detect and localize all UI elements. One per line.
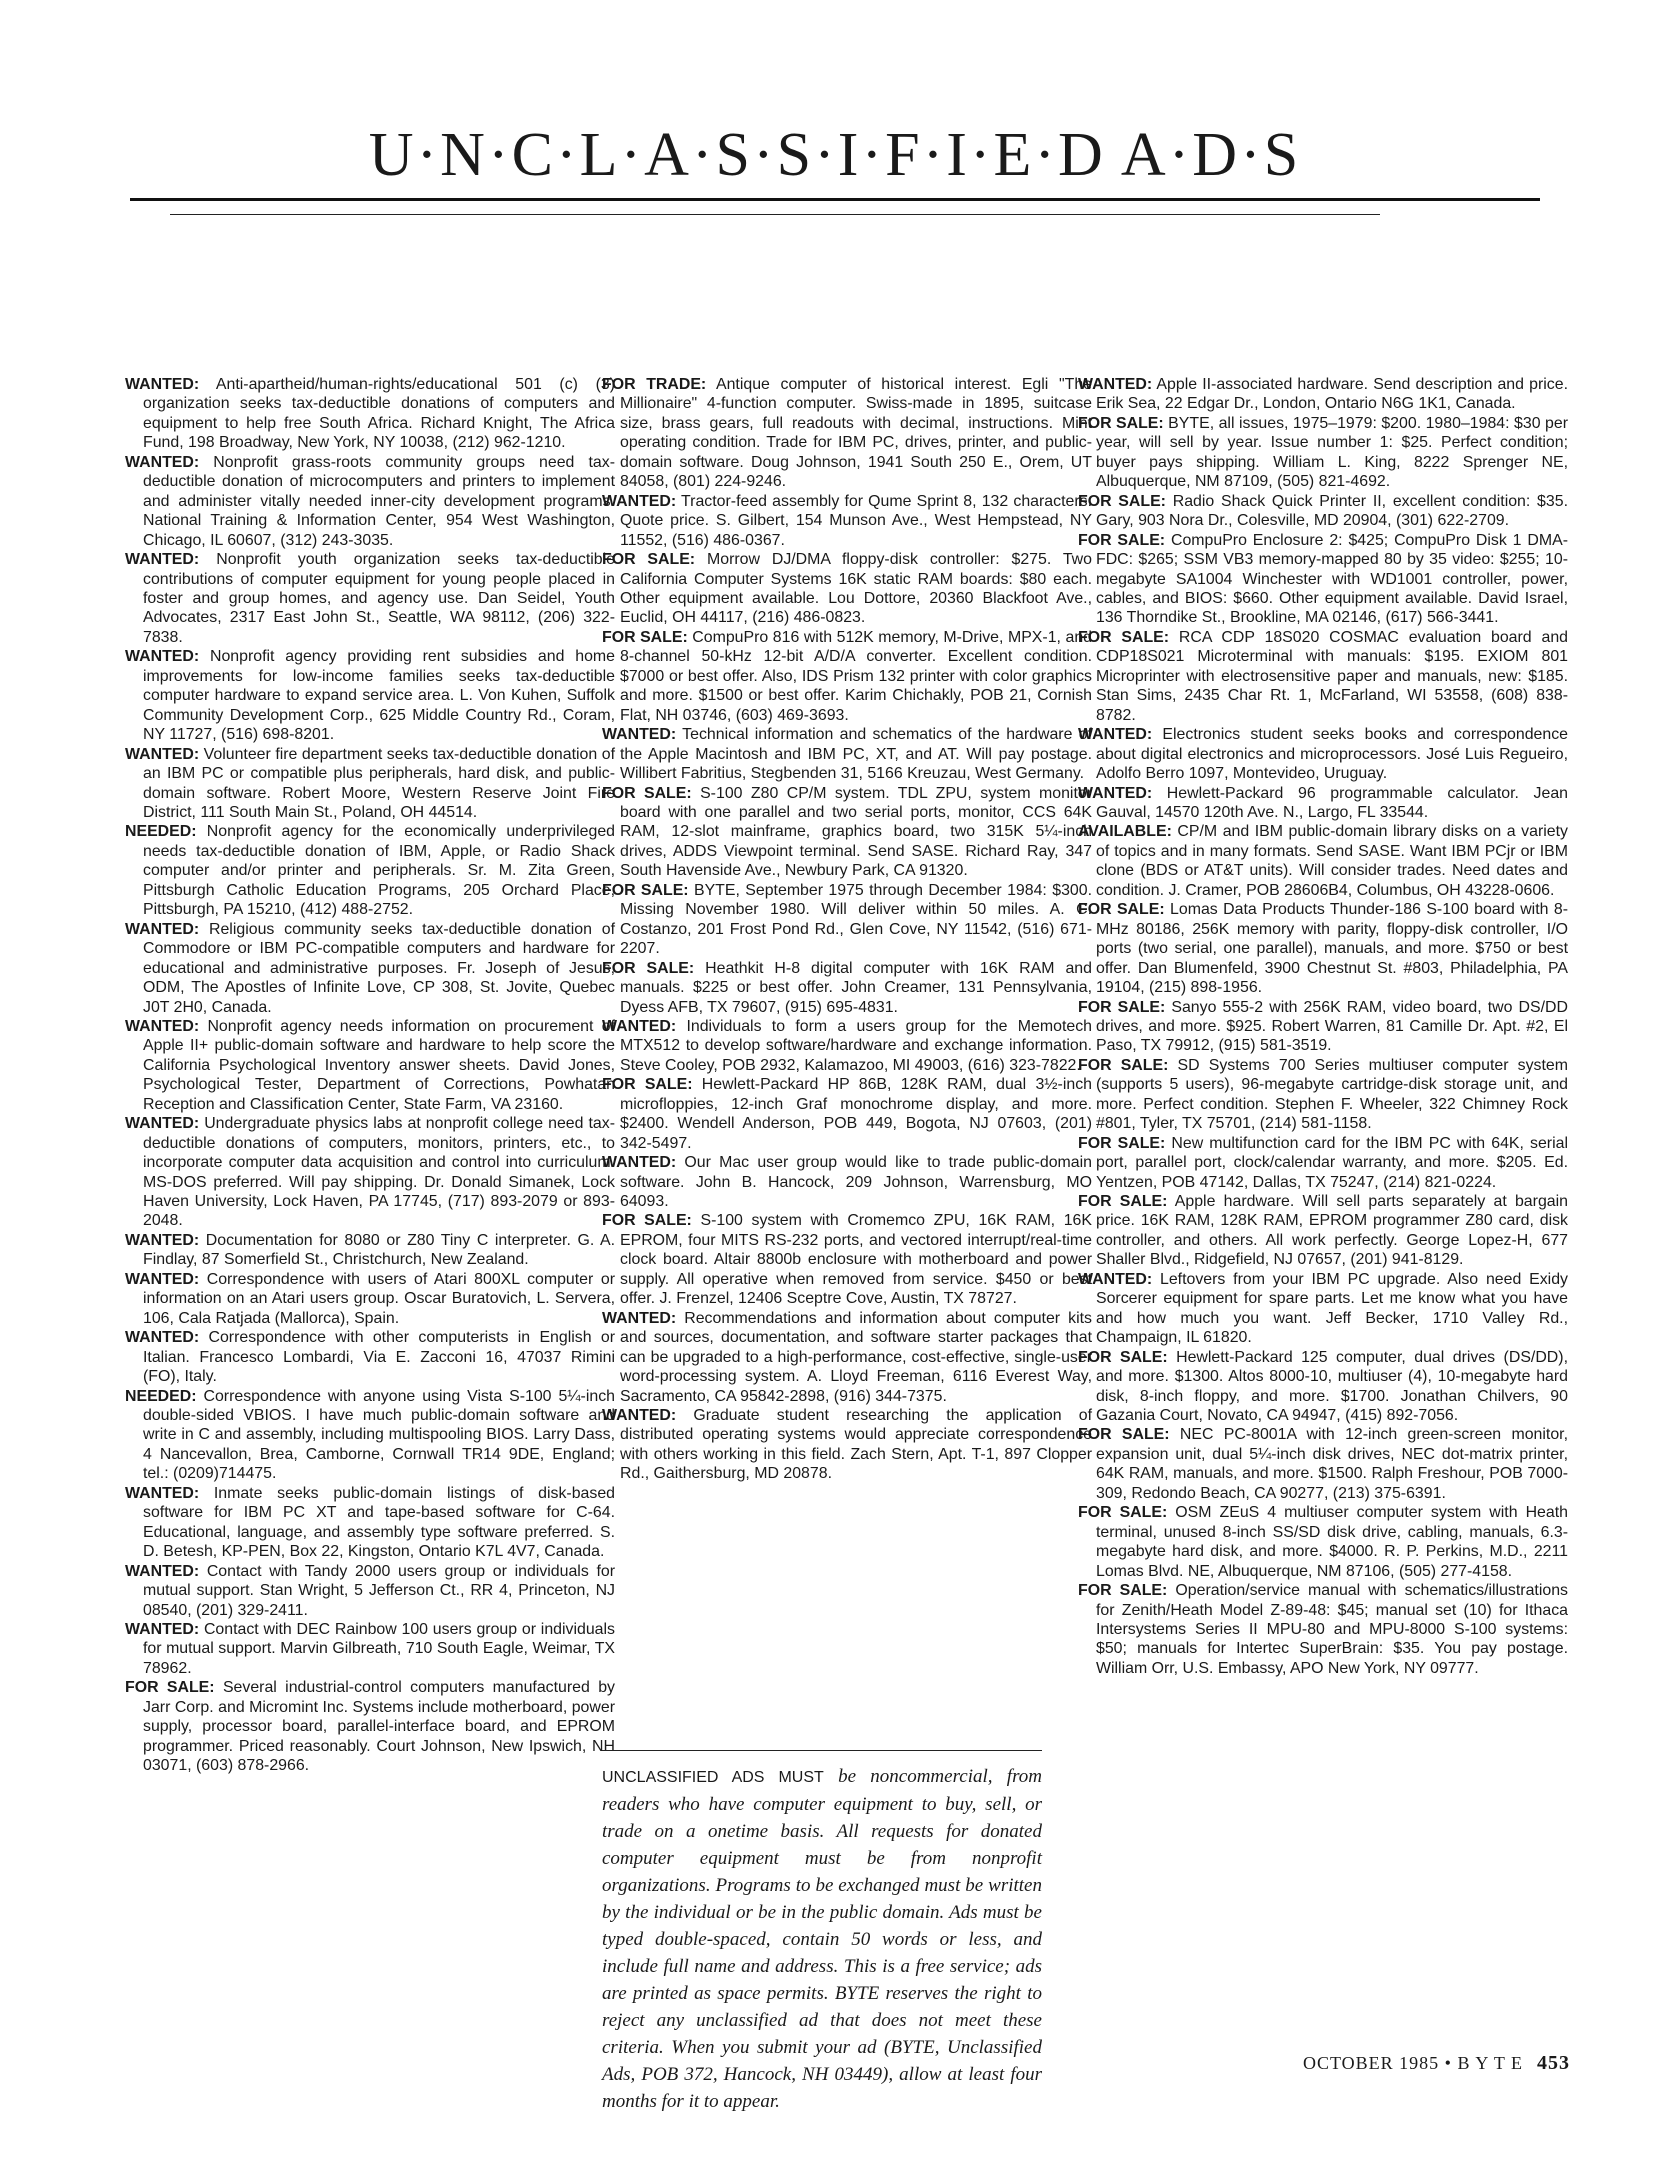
ad-text: Electronics student seeks books and correspondence about digital electronics and microprocessors. José Luis Regueiro, Adolfo Berro 1097, Montevideo, Uruguay.	[1096, 726, 1568, 783]
ad-entry	[125, 647, 615, 744]
ad-entry	[1078, 1425, 1568, 1503]
ad-keyword: AVAILABLE:	[1078, 823, 1172, 841]
ad-text: Individuals to form a users group for the Memotech MTX512 to develop software/hardware and exchange information. Steve Cooley, POB 2932, Kalamazoo, MI 49003, (616) 323-7822.	[620, 1017, 1092, 1074]
ad-keyword: WANTED:	[602, 1017, 677, 1035]
page-title: U·N·C·L·A·S·S·I·F·I·E·D A·D·S	[368, 121, 1302, 189]
ad-entry	[125, 1328, 615, 1386]
ad-keyword: FOR SALE:	[602, 551, 696, 569]
ad-keyword: FOR SALE:	[1078, 628, 1170, 646]
ad-keyword: WANTED:	[125, 1017, 200, 1035]
ad-entry	[1078, 1348, 1568, 1426]
ad-keyword: FOR SALE:	[1078, 1134, 1166, 1152]
ad-text: New multifunction card for the IBM PC with 64K, serial port, parallel port, clock/calendar warranty, and more. $205. Ed. Yentzen, POB 47142, Dallas, TX 75247, (214) 821-0224.	[1096, 1134, 1568, 1191]
ad-text: Volunteer fire department seeks tax-deductible donation of an IBM PC or compatible plus peripherals, hard disk, and public-domain software. Robert Moore, Western Reserve Joint Fire District, 111 South Main St., Poland, OH 44514.	[143, 745, 615, 821]
ad-text: Nonprofit agency for the economically underprivileged needs tax-deductible donation of IBM, Apple, or Radio Shack computer and/or printer and peripherals. Sr. M. Zita Green, Pittsburgh Catholic Education Programs, 205 Orchard Place, Pittsburgh, PA 15210, (412) 488-2752.	[143, 823, 615, 919]
ad-text: Correspondence with other computerists in English or Italian. Francesco Lombardi, Via E. Zacconi 16, 47037 Rimini (FO), Italy.	[143, 1329, 615, 1386]
header-rule-thin	[170, 214, 1380, 215]
ad-text: S-100 Z80 CP/M system. TDL ZPU, system monitor board with one parallel and two serial ports, monitor, CCS 64K RAM, 12-slot mainframe, graphics board, two 315K 5¼-inch drives, ADDS Viewpoint terminal. Send SASE. Richard Ray, 347 South Havenside Ave., Newbury Park, CA 91320.	[620, 784, 1092, 880]
ad-text: Hewlett-Packard 125 computer, dual drives (DS/DD), and more. $1300. Altos 8000-10, multiuser (4), 10-megabyte hard disk, 8-inch floppy, and more. $1700. Jonathan Chilvers, 90 Gazania Court, Novato, CA 94947, (415) 892-7056.	[1096, 1348, 1568, 1425]
ad-entry	[125, 1270, 615, 1328]
ad-keyword: FOR SALE:	[1078, 901, 1165, 919]
ad-keyword: FOR TRADE:	[602, 376, 707, 393]
ad-keyword: FOR SALE:	[1078, 414, 1164, 432]
ad-keyword: WANTED:	[125, 648, 200, 666]
ad-entry	[125, 1387, 615, 1484]
ad-entry	[1078, 1270, 1568, 1348]
ad-text: Nonprofit youth organization seeks tax-deductible contributions of computer equipment for young people placed in foster and group homes, and agency use. Dan Seidel, Youth Advocates, 2317 East John St., Seattle, WA 98112, (206) 322-7838.	[143, 551, 615, 646]
ad-text: Leftovers from your IBM PC upgrade. Also need Exidy Sorcerer equipment for spare parts. Let me know what you have and how much you want. Jeff Becker, 1710 Valley Rd., Champaign, IL 61820.	[1096, 1270, 1568, 1347]
ads-column-2	[602, 375, 1092, 1484]
ad-text: Hewlett-Packard HP 86B, 128K RAM, dual 3½-inch microfloppies, 12-inch Graf monochrome display, and more. $2400. Wendell Anderson, POB 449, Bogota, NJ 07603, (201) 342-5497.	[620, 1076, 1092, 1152]
ad-entry	[125, 920, 615, 1017]
submission-notice	[602, 1750, 1042, 2115]
ad-text: NEC PC-8001A with 12-inch green-screen monitor, expansion unit, dual 5¼-inch disk drives, NEC dot-matrix printer, 64K RAM, manuals, and more. $1500. Ralph Freshour, POB 7000-309, Redondo Beach, CA 90277, (213) 375-6391.	[1096, 1426, 1568, 1502]
ad-keyword: FOR SALE:	[602, 959, 695, 977]
ad-text: Contact with DEC Rainbow 100 users group or individuals for mutual support. Marvin Gilbreath, 710 South Eagle, Weimar, TX 78962.	[143, 1621, 615, 1677]
ad-text: Undergraduate physics labs at nonprofit college need tax-deductible donations of computers, monitors, printers, etc., to incorporate computer data acquisition and control into curriculum. MS-DOS preferred. Will pay shipping. Dr. Donald Simanek, Lock Haven University, Lock Haven, PA 17745, (717) 893-2079 or 893-2048.	[143, 1115, 615, 1230]
ad-keyword: WANTED:	[125, 551, 200, 569]
ad-keyword: WANTED:	[125, 1484, 200, 1502]
ad-text: Apple II-associated hardware. Send description and price. Erik Sea, 22 Edgar Dr., London, Ontario N6G 1K1, Canada.	[1096, 376, 1568, 413]
ad-entry	[1078, 900, 1568, 997]
ad-entry	[1078, 531, 1568, 628]
ad-entry	[125, 822, 615, 919]
ad-text: Apple hardware. Will sell parts separately at bargain price. 16K RAM, 128K RAM, EPROM programmer Z80 card, disk controller, and others. All work perfectly. George Lopez-H, 677 Shaller Blvd., Ridgefield, NJ 07657, (201) 941-8129.	[1096, 1193, 1568, 1269]
ad-keyword: WANTED:	[1078, 726, 1153, 744]
ad-keyword: WANTED:	[125, 1621, 200, 1638]
ad-keyword: WANTED:	[602, 726, 677, 744]
ad-keyword: FOR SALE:	[602, 881, 689, 899]
ad-keyword: FOR SALE:	[602, 1212, 692, 1230]
ad-text: Our Mac user group would like to trade public-domain software. John B. Hancock, 209 Johnson, Warrensburg, MO 64093.	[620, 1154, 1092, 1211]
ad-entry	[125, 550, 615, 647]
ad-keyword: FOR SALE:	[1078, 1348, 1168, 1366]
ad-text: Nonprofit agency needs information on procurement of Apple II+ public-domain software and hardware to help score the California Psychological Inventory answer sheets. David Jones, Psychological Tester, Department of Corrections, Powhatan Reception and Classification Center, State Farm, VA 23160.	[143, 1017, 615, 1113]
ad-text: OSM ZEuS 4 multiuser computer system with Heath terminal, unused 8-inch SS/SD disk drive, cabling, manuals, 6.3-megabyte hard disk, and more. $4000. R. P. Perkins, M.D., 2211 Lomas Blvd. NE, Albuquerque, NM 87106, (505) 277-4158.	[1096, 1504, 1568, 1580]
ad-entry	[1078, 375, 1568, 414]
ad-text: Anti-apartheid/human-rights/educational 501 (c) (3) organization seeks tax-deductible donations of computers and equipment to help free South Africa. Richard Knight, The Africa Fund, 198 Broadway, New York, NY 10038, (212) 962-1210.	[143, 376, 615, 452]
ad-keyword: FOR SALE:	[602, 628, 688, 646]
ad-keyword: WANTED:	[602, 1309, 677, 1327]
ad-entry	[602, 1017, 1092, 1075]
notice-lead: UNCLASSIFIED ADS MUST	[602, 1769, 824, 1786]
ad-keyword: WANTED:	[125, 745, 200, 763]
ad-keyword: FOR SALE:	[1078, 1426, 1170, 1444]
ad-text: Inmate seeks public-domain listings of disk-based software for IBM PC XT and tape-based software for C-64. Educational, language, and assembly type software preferred. S. D. Betesh, KP-PEN, Box 22, Kingston, Ontario K7L 4V7, Canada.	[143, 1484, 615, 1561]
ad-text: Hewlett-Packard 96 programmable calculator. Jean Gauval, 14570 120th Ave. N., Largo, FL 33544.	[1096, 784, 1568, 821]
ad-entry	[1078, 414, 1568, 492]
ad-text: Lomas Data Products Thunder-186 S-100 board with 8-MHz 80186, 256K memory with parity, floppy-disk controller, I/O ports (two serial, one parallel), manuals, and more. $750 or best offer. Dan Blumenfeld, 3900 Chestnut St. #803, Philadelphia, PA 19104, (215) 898-1956.	[1096, 901, 1568, 997]
ad-entry	[1078, 1503, 1568, 1581]
ad-text: Nonprofit agency providing rent subsidies and home improvements for low-income families seeks tax-deductible computer hardware to expand service area. L. Von Kuhen, Suffolk Community Development Corp., 625 Middle Country Rd., Coram, NY 11727, (516) 698-8201.	[143, 648, 615, 744]
ad-entry	[1078, 492, 1568, 531]
ad-text: Correspondence with users of Atari 800XL computer or information on an Atari users group. Oscar Buratovich, L. Servera, 106, Cala Ratjada (Mallorca), Spain.	[143, 1270, 615, 1327]
ad-text: RCA CDP 18S020 COSMAC evaluation board and CDP18S021 Microterminal with manuals: $195. EXIOM 801 Microprinter with electrosensitive paper and manuals, new: $185. Stan Sims, 2435 Char Rt. 1, McFarland, WI 53558, (608) 838-8782.	[1096, 628, 1568, 724]
ad-keyword: FOR SALE:	[1078, 1056, 1169, 1074]
page-number: 453	[1537, 2052, 1570, 2074]
ad-entry	[602, 1153, 1092, 1211]
footer-issue: OCTOBER 1985 • B Y T E	[1303, 2053, 1523, 2073]
page-footer	[1303, 2052, 1570, 2075]
ad-keyword: WANTED:	[602, 492, 677, 510]
ad-keyword: WANTED:	[125, 453, 200, 471]
ad-text: Antique computer of historical interest. Egli "The Millionaire" 4-function computer. Swiss-made in 1895, suitcase size, brass gears, full readouts with decimal, instructions. Mint operating condition. Trade for IBM PC, drives, printer, and public-domain software. Doug Johnson, 1941 South 250 E., Orem, UT 84058, (801) 224-9246.	[620, 376, 1092, 491]
ad-keyword: FOR SALE:	[1078, 1504, 1168, 1522]
ad-text: Several industrial-control computers manufactured by Jarr Corp. and Micromint Inc. Systems include motherboard, power supply, processor board, parallel-interface board, and EPROM programmer. Priced reasonably. Court Johnson, New Ipswich, NH 03071, (603) 878-2966.	[143, 1679, 615, 1775]
header-rule-thick	[130, 198, 1540, 201]
ad-entry	[602, 492, 1092, 550]
ad-entry	[602, 1406, 1092, 1484]
ad-keyword: NEEDED:	[125, 1387, 197, 1405]
ad-entry	[602, 375, 1092, 492]
notice-body: be noncommercial, from readers who have computer equipment to buy, sell, or trade on a onetime basis. All requests for donated computer equipment must be from nonprofit organizations. Programs to be exchanged must be written by the individual or be in the public domain. Ads must be typed double-spaced, contain 50 words or less, and include full name and address. This is a free service; ads are printed as space permits. BYTE reserves the right to reject any unclassified ad that does not meet these criteria. When you submit your ad (BYTE, Unclassified Ads, POB 372, Hancock, NH 03449), allow at least four months for it to appear.	[602, 1766, 1042, 2112]
ad-text: Recommendations and information about computer kits and sources, documentation, and software starter packages that can be upgraded to a high-performance, cost-effective, single-user word-processing system. A. Lloyd Freeman, 6116 Everest Way, Sacramento, CA 95842-2898, (916) 344-7375.	[620, 1309, 1092, 1405]
ad-text: Tractor-feed assembly for Qume Sprint 8, 132 characters. Quote price. S. Gilbert, 154 Munson Ave., West Hempstead, NY 11552, (516) 486-0367.	[620, 492, 1092, 549]
ad-text: Operation/service manual with schematics/illustrations for Zenith/Heath Model Z-89-48: $45; manual set (10) for Ithaca Intersystems Series II MPU-80 and MPU-8000 S-100 systems: $50; manuals for Intertec SuperBrain: $35. You pay postage. William Orr, U.S. Embassy, APO New York, NY 09777.	[1096, 1582, 1568, 1677]
ad-text: Contact with Tandy 2000 users group or individuals for mutual support. Stan Wright, 5 Jefferson Ct., RR 4, Princeton, NJ 08540, (201) 329-2411.	[143, 1562, 615, 1619]
ad-keyword: WANTED:	[125, 376, 200, 393]
ad-keyword: WANTED:	[602, 1154, 677, 1172]
ad-text: Documentation for 8080 or Z80 Tiny C interpreter. G. A. Findlay, 87 Somerfield St., Christchurch, New Zealand.	[143, 1231, 615, 1269]
ad-text: Technical information and schematics of the hardware of the Apple Macintosh and IBM PC, XT, and AT. Will pay postage. Willibert Fabritius, Stegbenden 31, 5166 Kreuzau, West Germany.	[620, 726, 1092, 783]
ad-keyword: FOR SALE:	[1078, 998, 1166, 1016]
ad-entry	[125, 1678, 615, 1775]
ad-keyword: NEEDED:	[125, 823, 197, 841]
ad-entry	[1078, 1134, 1568, 1192]
ad-entry	[602, 550, 1092, 628]
ad-text: Nonprofit grass-roots community groups need tax-deductible donation of microcomputers and printers to implement and administer vitally needed inner-city development programs. National Training & Information Center, 954 West Washington, Chicago, IL 60607, (312) 243-3035.	[143, 453, 615, 549]
ad-entry	[602, 1211, 1092, 1308]
ad-text: BYTE, all issues, 1975–1979: $200. 1980–1984: $30 per year, will sell by year. Issue number 1: $25. Perfect condition; buyer pays shipping. William L. King, 8222 Sprenger NE, Albuquerque, NM 87109, (505) 821-4692.	[1096, 414, 1568, 491]
ads-column-1	[125, 375, 615, 1776]
ad-text: Morrow DJ/DMA floppy-disk controller: $275. Two California Computer Systems 16K static RAM boards: $80 each. Other equipment available. Lou Dottore, 20360 Blackfoot Ave., Euclid, OH 44117, (216) 486-0823.	[620, 551, 1092, 627]
ad-text: SD Systems 700 Series multiuser computer system (supports 5 users), 96-megabyte cartridge-disk storage unit, and more. Perfect condition. Stephen F. Wheeler, 322 Chimney Rock #801, Tyler, TX 75701, (214) 581-1158.	[1096, 1056, 1568, 1133]
ad-text: Heathkit H-8 digital computer with 16K RAM and manuals. $225 or best offer. John Creamer, 131 Pennsylvania, Dyess AFB, TX 79607, (915) 695-4831.	[620, 959, 1092, 1016]
ad-keyword: WANTED:	[125, 1115, 200, 1133]
ad-keyword: FOR SALE:	[1078, 492, 1166, 510]
ad-keyword: WANTED:	[125, 1270, 200, 1288]
ad-text: Sanyo 555-2 with 256K RAM, video board, two DS/DD drives, and more. $925. Robert Warren, 81 Camille Dr. Apt. #2, El Paso, TX 79912, (915) 581-3519.	[1096, 998, 1568, 1055]
ad-entry	[125, 375, 615, 453]
ad-keyword: WANTED:	[125, 1329, 200, 1347]
ad-entry	[1078, 1192, 1568, 1270]
ad-keyword: FOR SALE:	[1078, 1582, 1168, 1600]
ad-keyword: WANTED:	[125, 1562, 200, 1580]
ad-text: CP/M and IBM public-domain library disks on a variety of topics and in many formats. Send SASE. Want IBM PCjr or IBM clone (BDS or AT&T units). Will consider trades. Need dates and condition. J. Cramer, POB 28606B4, Columbus, OH 43228-0606.	[1096, 823, 1568, 899]
ad-keyword: WANTED:	[1078, 376, 1153, 393]
ad-keyword: FOR SALE:	[602, 1076, 693, 1094]
ad-text: Religious community seeks tax-deductible donation of Commodore or IBM PC-compatible computers and hardware for educational and administrative purposes. Fr. Joseph of Jesus, ODM, The Apostles of Infinite Love, CP 308, St. Jovite, Quebec J0T 2H0, Canada.	[143, 920, 615, 1016]
ad-entry	[125, 453, 615, 550]
ad-text: CompuPro 816 with 512K memory, M-Drive, MPX-1, and 8-channel 50-kHz 12-bit A/D/A converter. Excellent condition. $7000 or best offer. Also, IDS Prism 132 printer with color graphics and more. $1500 or best offer. Karim Chichakly, POB 21, Cornish Flat, NH 03746, (603) 469-3693.	[620, 628, 1092, 724]
ad-entry	[1078, 1581, 1568, 1678]
ad-text: BYTE, September 1975 through December 1984: $300. Missing November 1980. Will deliver within 50 miles. A. C. Costanzo, 201 Frost Pond Rd., Glen Cove, NY 11542, (516) 671-2207.	[620, 881, 1092, 958]
ad-keyword: WANTED:	[125, 920, 200, 938]
ad-keyword: FOR SALE:	[1078, 1193, 1168, 1211]
ad-keyword: FOR SALE:	[1078, 531, 1166, 549]
ad-text: Graduate student researching the application of distributed operating systems would appreciate correspondence with others working in this field. Zach Stern, Apt. T-1, 897 Clopper Rd., Gaithersburg, MD 20878.	[620, 1407, 1092, 1483]
ad-entry	[125, 1484, 615, 1562]
ad-entry	[602, 1075, 1092, 1153]
ad-entry	[1078, 784, 1568, 823]
ad-text: Radio Shack Quick Printer II, excellent condition: $35. Gary, 903 Nora Dr., Colesville, MD 20904, (301) 622-2709.	[1096, 492, 1568, 530]
ad-keyword: WANTED:	[602, 1407, 677, 1425]
ad-entry	[602, 725, 1092, 783]
ad-entry	[1078, 822, 1568, 900]
ad-keyword: FOR SALE:	[125, 1679, 215, 1697]
ad-entry	[602, 959, 1092, 1017]
ad-entry	[125, 1562, 615, 1620]
ad-entry	[125, 1620, 615, 1678]
ads-column-3	[1078, 375, 1568, 1678]
ad-entry	[602, 1309, 1092, 1406]
ad-entry	[125, 745, 615, 823]
ad-entry	[125, 1231, 615, 1270]
ad-keyword: FOR SALE:	[602, 784, 692, 802]
ad-keyword: WANTED:	[125, 1231, 200, 1249]
ad-entry	[125, 1114, 615, 1231]
ad-entry	[1078, 725, 1568, 783]
ad-entry	[602, 881, 1092, 959]
ad-entry	[1078, 628, 1568, 725]
page-header	[130, 120, 1540, 190]
ad-entry	[1078, 1056, 1568, 1134]
ad-entry	[602, 628, 1092, 725]
ad-text: Correspondence with anyone using Vista S-100 5¼-inch double-sided VBIOS. I have much public-domain software and write in C and assembly, including multispooling BIOS. Larry Dass, 4 Nancevallon, Brea, Camborne, Cornwall TR14 9DE, England; tel.: (0209)714475.	[143, 1387, 615, 1483]
ad-text: S-100 system with Cromemco ZPU, 16K RAM, 16K EPROM, four MITS RS-232 ports, and vectored interrupt/real-time clock board. Altair 8800b enclosure with motherboard and power supply. All operative when removed from service. $450 or best offer. J. Frenzel, 12406 Sceptre Cove, Austin, TX 78727.	[620, 1212, 1092, 1308]
ad-text: CompuPro Enclosure 2: $425; CompuPro Disk 1 DMA-FDC: $265; SSM VB3 memory-mapped 80 by 35 video: $255; 10-megabyte SA1004 Winchester with WD1001 controller, power, cables, and BIOS: $660. Other equipment available. David Israel, 136 Thorndike St., Brookline, MA 02146, (617) 566-3441.	[1096, 531, 1568, 627]
ad-entry	[125, 1017, 615, 1114]
ad-entry	[602, 784, 1092, 881]
ad-entry	[1078, 998, 1568, 1056]
ad-keyword: WANTED:	[1078, 1270, 1153, 1288]
ad-keyword: WANTED:	[1078, 784, 1153, 802]
